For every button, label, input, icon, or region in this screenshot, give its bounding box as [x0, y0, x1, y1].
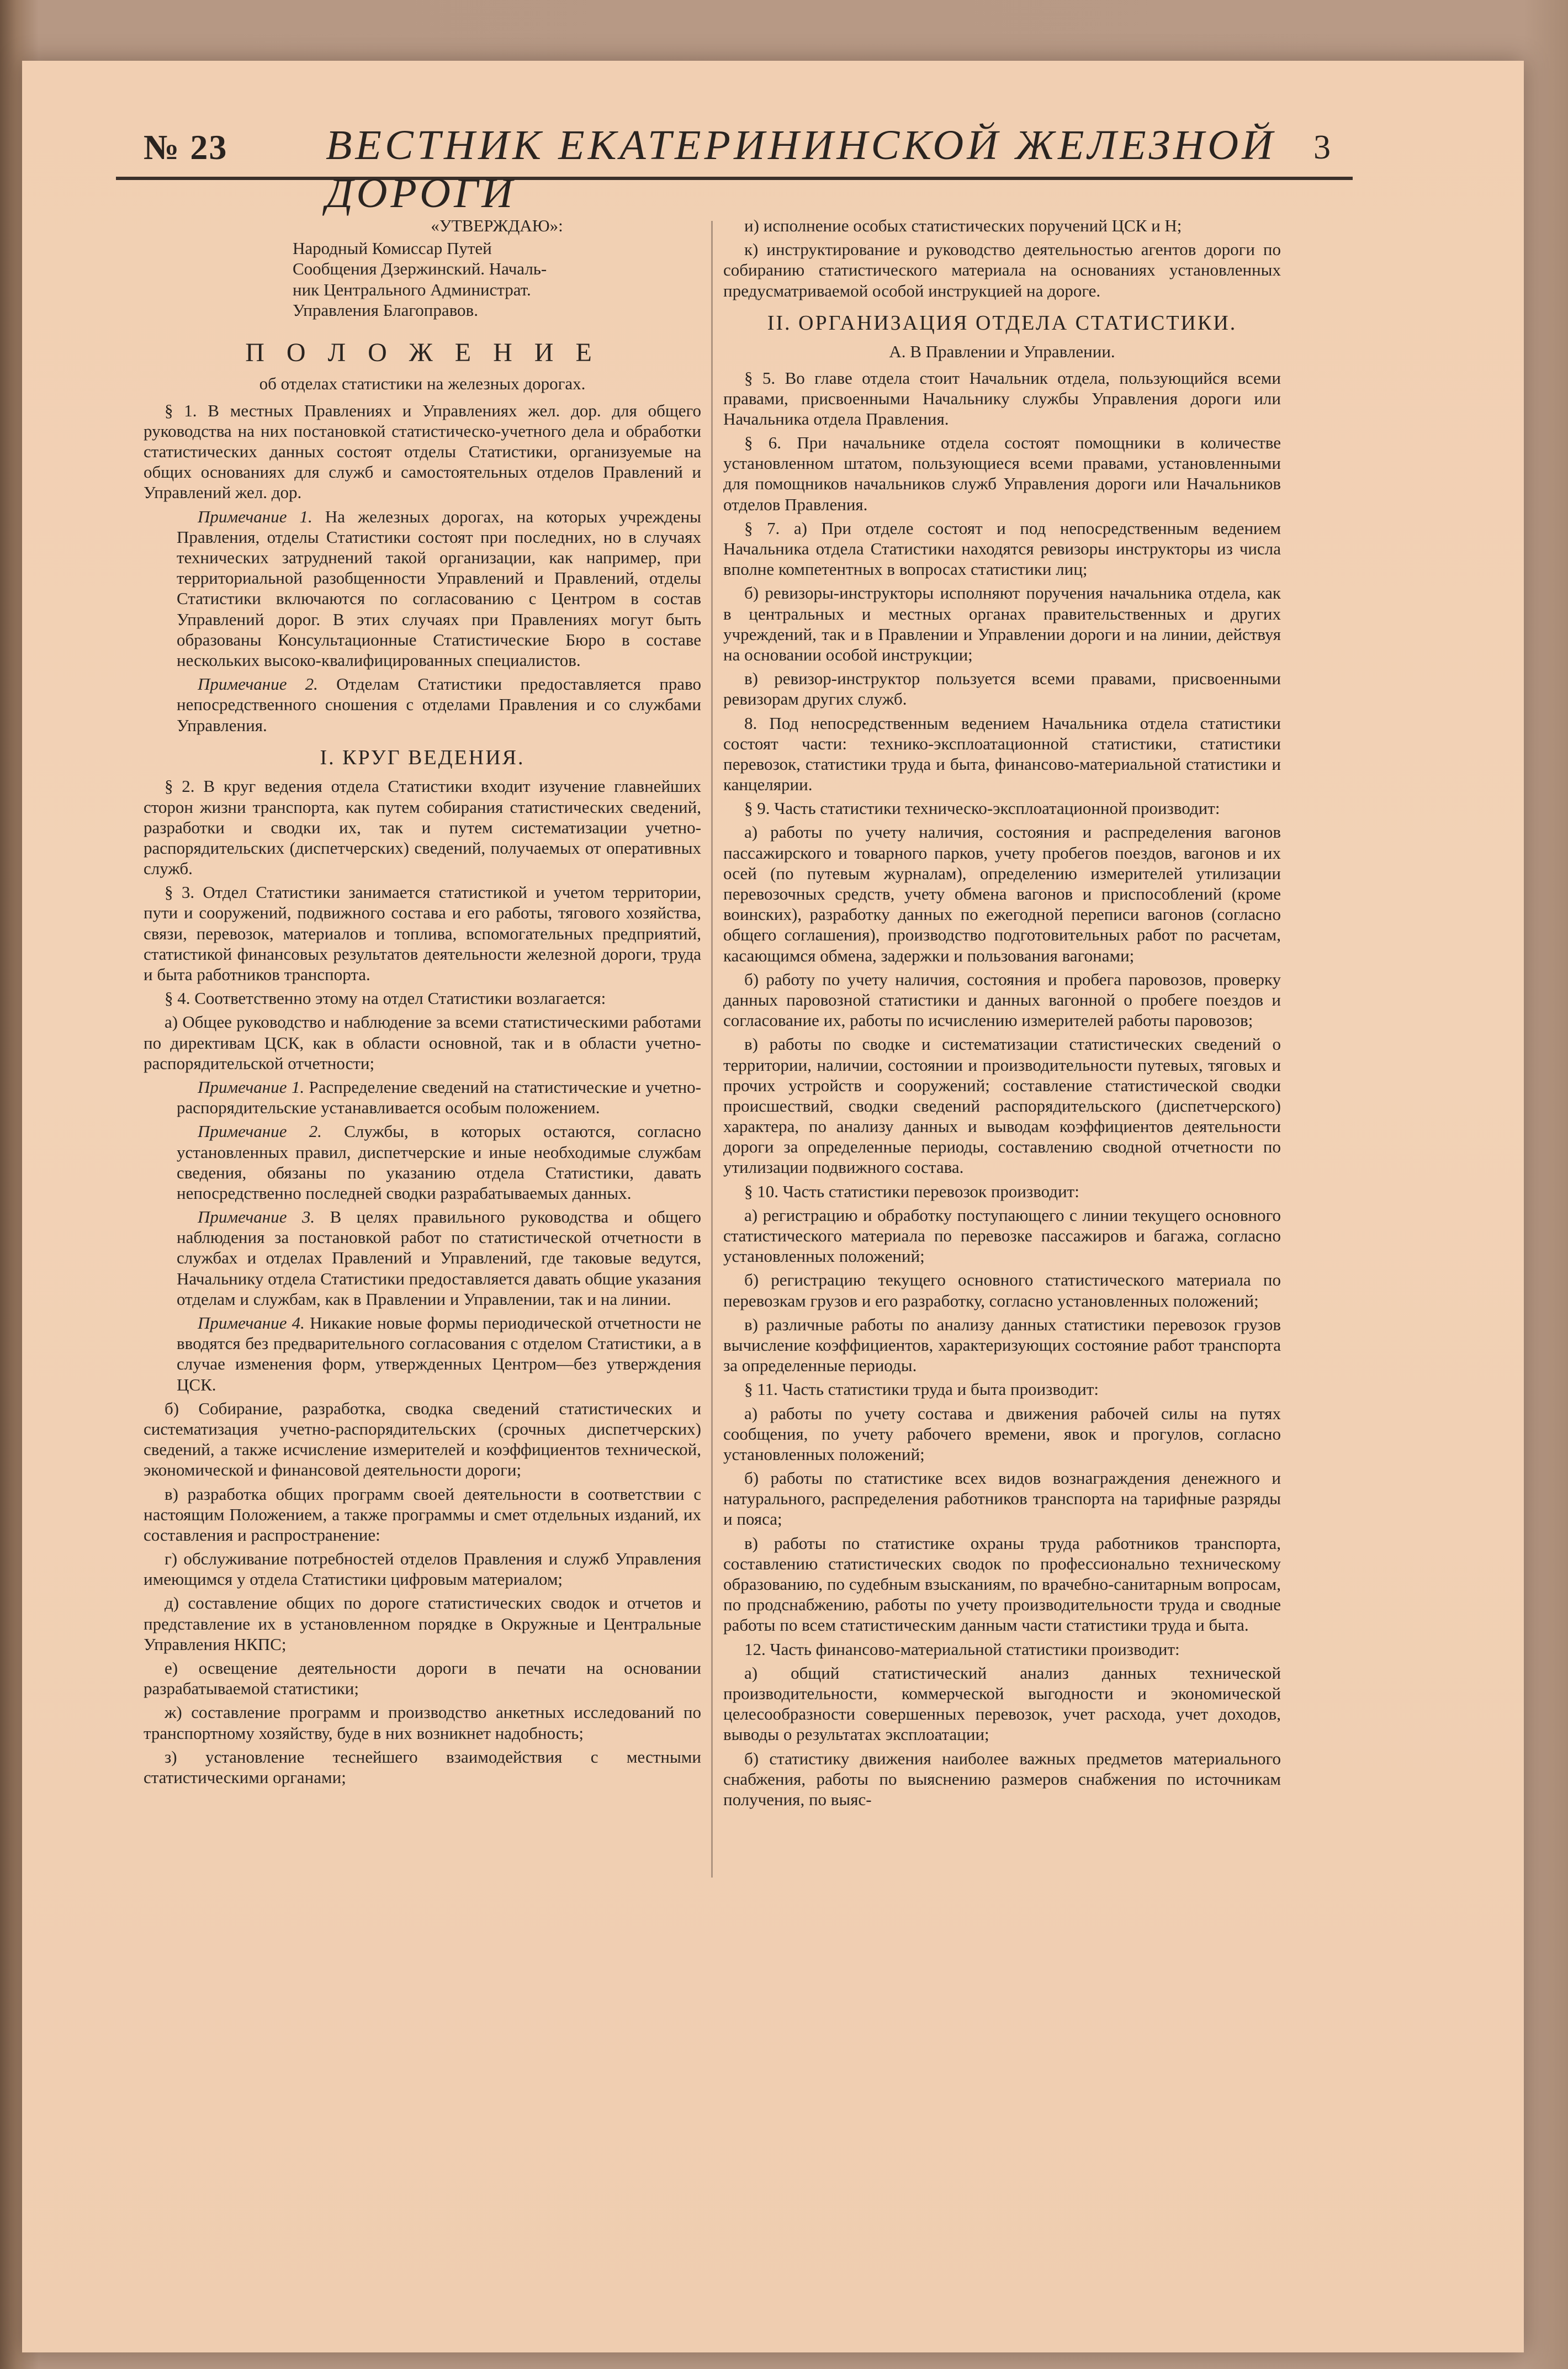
paragraph: б) работы по статистике всех видов вознаграждения денежного и натурального, распределения работников транспорта на тарифные разряды и пояса;: [723, 1468, 1281, 1529]
left-column: [144, 215, 701, 2214]
note-text: Службы, в которых остаются, согласно установленных правил, диспетчерские и иные необходимые службам сведения, обязаны по указанию отдела Статистики, давать непосредственно последней сводки разрабатываемых данных.: [177, 1122, 701, 1203]
masthead: [116, 121, 1353, 216]
note-text: Отделам Статистики предоставляется право непосредственного сношения с отделами Правления и со службами Управления.: [177, 674, 701, 735]
paragraph: § 3. Отдел Статистики занимается статистикой и учетом территории, пути и сооружений, подвижного состава и его работы, тягового хозяйства, связи, перевозок, материалов и топлива, вспомогательных предприятий, статистикой финансовых результатов деятельности железной дороги, труда и быта работников транспорта.: [144, 882, 701, 984]
approval-line: Управления Благоправов.: [293, 300, 478, 320]
paragraph: 12. Часть финансово-материальной статистики производит:: [744, 1639, 1180, 1659]
note-paragraph: [177, 674, 701, 736]
paragraph: § 2. В круг ведения отдела Статистики входит изучение главнейших сторон жизни транспорта, как путем собирания статистических сведений, разработки и сводки их, так и путем систематизации учетно-распорядительских (диспетчерских) сведений, получаемых от оперативных служб.: [144, 776, 701, 879]
paragraph: б) регистрацию текущего основного статистического материала по перевозкам грузов и его разработку, согласно установленных положений;: [723, 1270, 1281, 1310]
paragraph: § 11. Часть статистики труда и быта производит:: [744, 1379, 1099, 1399]
note-label: Примечание 2.: [198, 674, 318, 694]
paragraph: д) составление общих по дороге статистических сводок и отчетов и представление их в установленном порядке в Окружные и Центральные Управления НКПС;: [144, 1593, 701, 1654]
paragraph: в) работы по статистике охраны труда работников транспорта, составлению статистических сводок по профессионально техническому образованию, по судебным взысканиям, по врачебно-санитарным вопросам, по продснабжению, работы по учету производительности труда и сводные работы по всем статистическим данным части статистики труда и быта.: [723, 1533, 1281, 1635]
paragraph: в) разработка общих программ своей деятельности в соответствии с настоящим Положением, а также программы и смет отдельных изданий, их составления и распространение:: [144, 1484, 701, 1545]
note-text: Никакие новые формы периодической отчетности не вводятся без предварительного согласования с отделом Статистики, а в случае изменения форм, утвержденных Центром—без утверждения ЦСК.: [177, 1313, 701, 1394]
section-2-title: II. ОРГАНИЗАЦИЯ ОТДЕЛА СТАТИСТИКИ.: [767, 311, 1237, 335]
note-label: Примечание 2.: [198, 1122, 322, 1141]
paragraph: а) общий статистический анализ данных технической производительности, коммерческой выгодности и экономической целесообразности совершенных перевозок, учет расхода, учет доходов, выводы о результатах эксплоатации;: [723, 1663, 1281, 1744]
paragraph: б) работу по учету наличия, состояния и пробега паровозов, проверку данных паровозной статистики и данных вагонной о пробеге поездов и согласование их, работы по исчислению измерителей работы паровозов;: [723, 969, 1281, 1030]
section-2-paragraphs: [723, 368, 1281, 1810]
note-label: Примечание 4.: [198, 1313, 305, 1332]
paragraph: а) работы по учету состава и движения рабочей силы на путях сообщения, по учету рабочего времени, явок и прогулов, согласно установленных положений;: [723, 1403, 1281, 1464]
approval-title: «УТВЕРЖДАЮ»:: [431, 216, 563, 235]
approval-line: ник Центрального Администрат.: [293, 279, 531, 299]
note-paragraph: [177, 1077, 701, 1118]
paragraph: к) инструктирование и руководство деятельностью агентов дороги по собиранию статистического материала на основаниях установленных предусматриваемой особой инструкцией на дороге.: [723, 240, 1281, 300]
approval-block: [293, 215, 701, 320]
newspaper-title: ВЕСТНИК ЕКАТЕРИНИНСКОЙ ЖЕЛЕЗНОЙ ДОРОГИ: [326, 122, 1276, 216]
document-subtitle: об отделах статистики на железных дорогах.: [259, 373, 586, 393]
column-divider: [711, 221, 713, 1878]
paragraph: § 6. При начальнике отдела состоят помощники в количестве установленном штатом, пользующиеся всеми правами, установленными для помощников начальников служб Управления дороги или Начальников отделов Правления.: [723, 433, 1281, 514]
paragraph: з) установление теснейшего взаимодействия с местными статистическими органами;: [144, 1747, 701, 1787]
paragraph: § 5. Во главе отдела стоит Начальник отдела, пользующийся всеми правами, присвоенными Начальнику службы Управления дороги или Начальника отдела Правления.: [723, 368, 1281, 429]
document-title: П О Л О Ж Е Н И Е: [245, 337, 600, 367]
paragraph: а) работы по учету наличия, состояния и распределения вагонов пассажирского и товарного парков, учету пробегов поездов, вагонов и их осей (по путевым журналам), определению измерителей утилизации перевозочных средств, учету обмена вагонов и приспособлений (кроме воинских), разработку данных по ежегодной переписи вагонов (согласно общего соглашения), производство подготовительных работ по расчетам, касающимся обмена, задержки и пользования вагонами;: [723, 822, 1281, 965]
paragraph: в) ревизор-инструктор пользуется всеми правами, присвоенными ревизорам других служб.: [723, 669, 1281, 709]
paragraph: б) Собирание, разработка, сводка сведений статистических и систематизация учетно-распорядительских (срочных диспетчерских) сведений, а также исчисление измерителей и коэффициентов технической, экономической и финансовой деятельности дороги;: [144, 1398, 701, 1480]
section-1-list-continued: [723, 215, 1281, 301]
note-paragraph: [177, 1121, 701, 1203]
note-paragraph: [177, 1207, 701, 1309]
paragraph: § 10. Часть статистики перевозок производит:: [744, 1181, 1079, 1201]
approval-line: Народный Комиссар Путей: [293, 239, 492, 258]
note-label: Примечание 1.: [198, 1077, 305, 1097]
paragraph: б) статистику движения наиболее важных предметов материального снабжения, работы по выяснению размеров снабжения по источникам получения, по выяс-: [723, 1748, 1281, 1809]
paragraph: § 7. а) При отделе состоят и под непосредственным ведением Начальника отдела Статистики находятся ревизоры инструкторы из числа вполне компетентных в вопросах статистики лиц;: [723, 518, 1281, 579]
paragraph: в) работы по сводке и систематизации статистических сведений о территории, наличии, состоянии и производительности путевых, тяговых и прочих устройств и сооружений; составление статистической сводки происшествий, сводки сведений распорядительского (диспетчерского) характера, по анализу данных и выводам коэффициентов деятельности дороги за определенные периоды, составлению сводной отчетности по утилизации подвижного состава.: [723, 1034, 1281, 1177]
note-label: Примечание 3.: [198, 1207, 315, 1227]
note-paragraph: [177, 1313, 701, 1395]
section-1-list: [144, 1398, 701, 1788]
note-text: На железных дорогах, на которых учреждены Правления, отделы Статистики состоят при последних, но в случаях технических затруднений такой организации, как например, при территориальной разобщенности Управлений и Правлений, отделы Статистики включаются по согласованию с Центром в состав Управлений дорог. В этих случаях при Правлениях могут быть образованы Консультационные Статистические Бюро в составе нескольких высоко-квалифицированных специалистов.: [177, 506, 701, 670]
paragraph: ж) составление программ и производство анкетных исследований по транспортному хозяйству, буде в них возникнет надобность;: [144, 1702, 701, 1743]
intro-paragraphs: [144, 400, 701, 503]
right-column: [723, 215, 1281, 2214]
note-paragraph: [177, 506, 701, 671]
paragraph: 8. Под непосредственным ведением Начальника отдела статистики состоят части: технико-эксплоатационной статистики, статистики перевозок, статистики труда и быта, финансово-материальной статистики и канцелярии.: [723, 713, 1281, 795]
paragraph: § 9. Часть статистики техническо-эксплоатационной производит:: [744, 799, 1220, 818]
approval-line: Сообщения Дзержинский. Началь-: [293, 259, 547, 279]
note-label: Примечание 1.: [198, 506, 312, 526]
issue-number: № 23: [144, 128, 228, 167]
notes-group-a: [177, 506, 701, 736]
paragraph: а) регистрацию и обработку поступающего с линии текущего основного статистического материала по перевозке пассажиров и багажа, согласно установленных положений;: [723, 1205, 1281, 1266]
paragraph: в) различные работы по анализу данных статистики перевозок грузов вычисление коэффициентов, характеризующих состояние работ транспорта за определенные периоды.: [723, 1314, 1281, 1376]
paragraph: § 4. Соответственно этому на отдел Статистики возлагается:: [165, 988, 606, 1008]
paragraph: § 1. В местных Правлениях и Управлениях жел. дор. для общего руководства на них постановкой статистическо-учетного дела и обработки статистических данных состоят отделы Статистики, организуемые на общих основаниях для служб и самостоятельных отделов Правлений и Управлений жел. дор.: [144, 400, 701, 503]
note-text: В целях правильного руководства и общего наблюдения за постановкой работ по статистической отчетности в службах и отделах Правлений и Управлений, где таковые ведутся, Начальнику отдела Статистики предоставляется давать общие указания отделам и службам, как в Правлении и Управлении, так и на линии.: [177, 1207, 701, 1309]
note-text: Распределение сведений на статистические и учетно-распорядительские устанавливается особым положением.: [177, 1077, 701, 1118]
paragraph: б) ревизоры-инструкторы исполняют поручения начальника отдела, как в центральных и местных органах правительственных и других учреждений, так и в Правлении и Управлении дороги и на линии, действуя на основании особой инструкции;: [723, 583, 1281, 664]
paragraph: г) обслуживание потребностей отделов Правления и служб Управления имеющимся у отдела Статистики цифровым материалом;: [144, 1549, 701, 1589]
section-1-paragraphs: [144, 776, 701, 1074]
page-number: 3: [1313, 129, 1331, 166]
paragraph: и) исполнение особых статистических поручений ЦСК и Н;: [744, 216, 1182, 235]
paragraph: а) Общее руководство и наблюдение за всеми статистическими работами по директивам ЦСК, как в области основной, так и в области учетно-распорядительской отчетности;: [144, 1012, 701, 1073]
paragraph: е) освещение деятельности дороги в печати на основании разрабатываемой статистики;: [144, 1658, 701, 1699]
section-2-subtitle: А. В Правлении и Управлении.: [889, 342, 1115, 362]
section-1-title: I. КРУГ ВЕДЕНИЯ.: [320, 745, 525, 769]
notes-group-b: [177, 1077, 701, 1395]
